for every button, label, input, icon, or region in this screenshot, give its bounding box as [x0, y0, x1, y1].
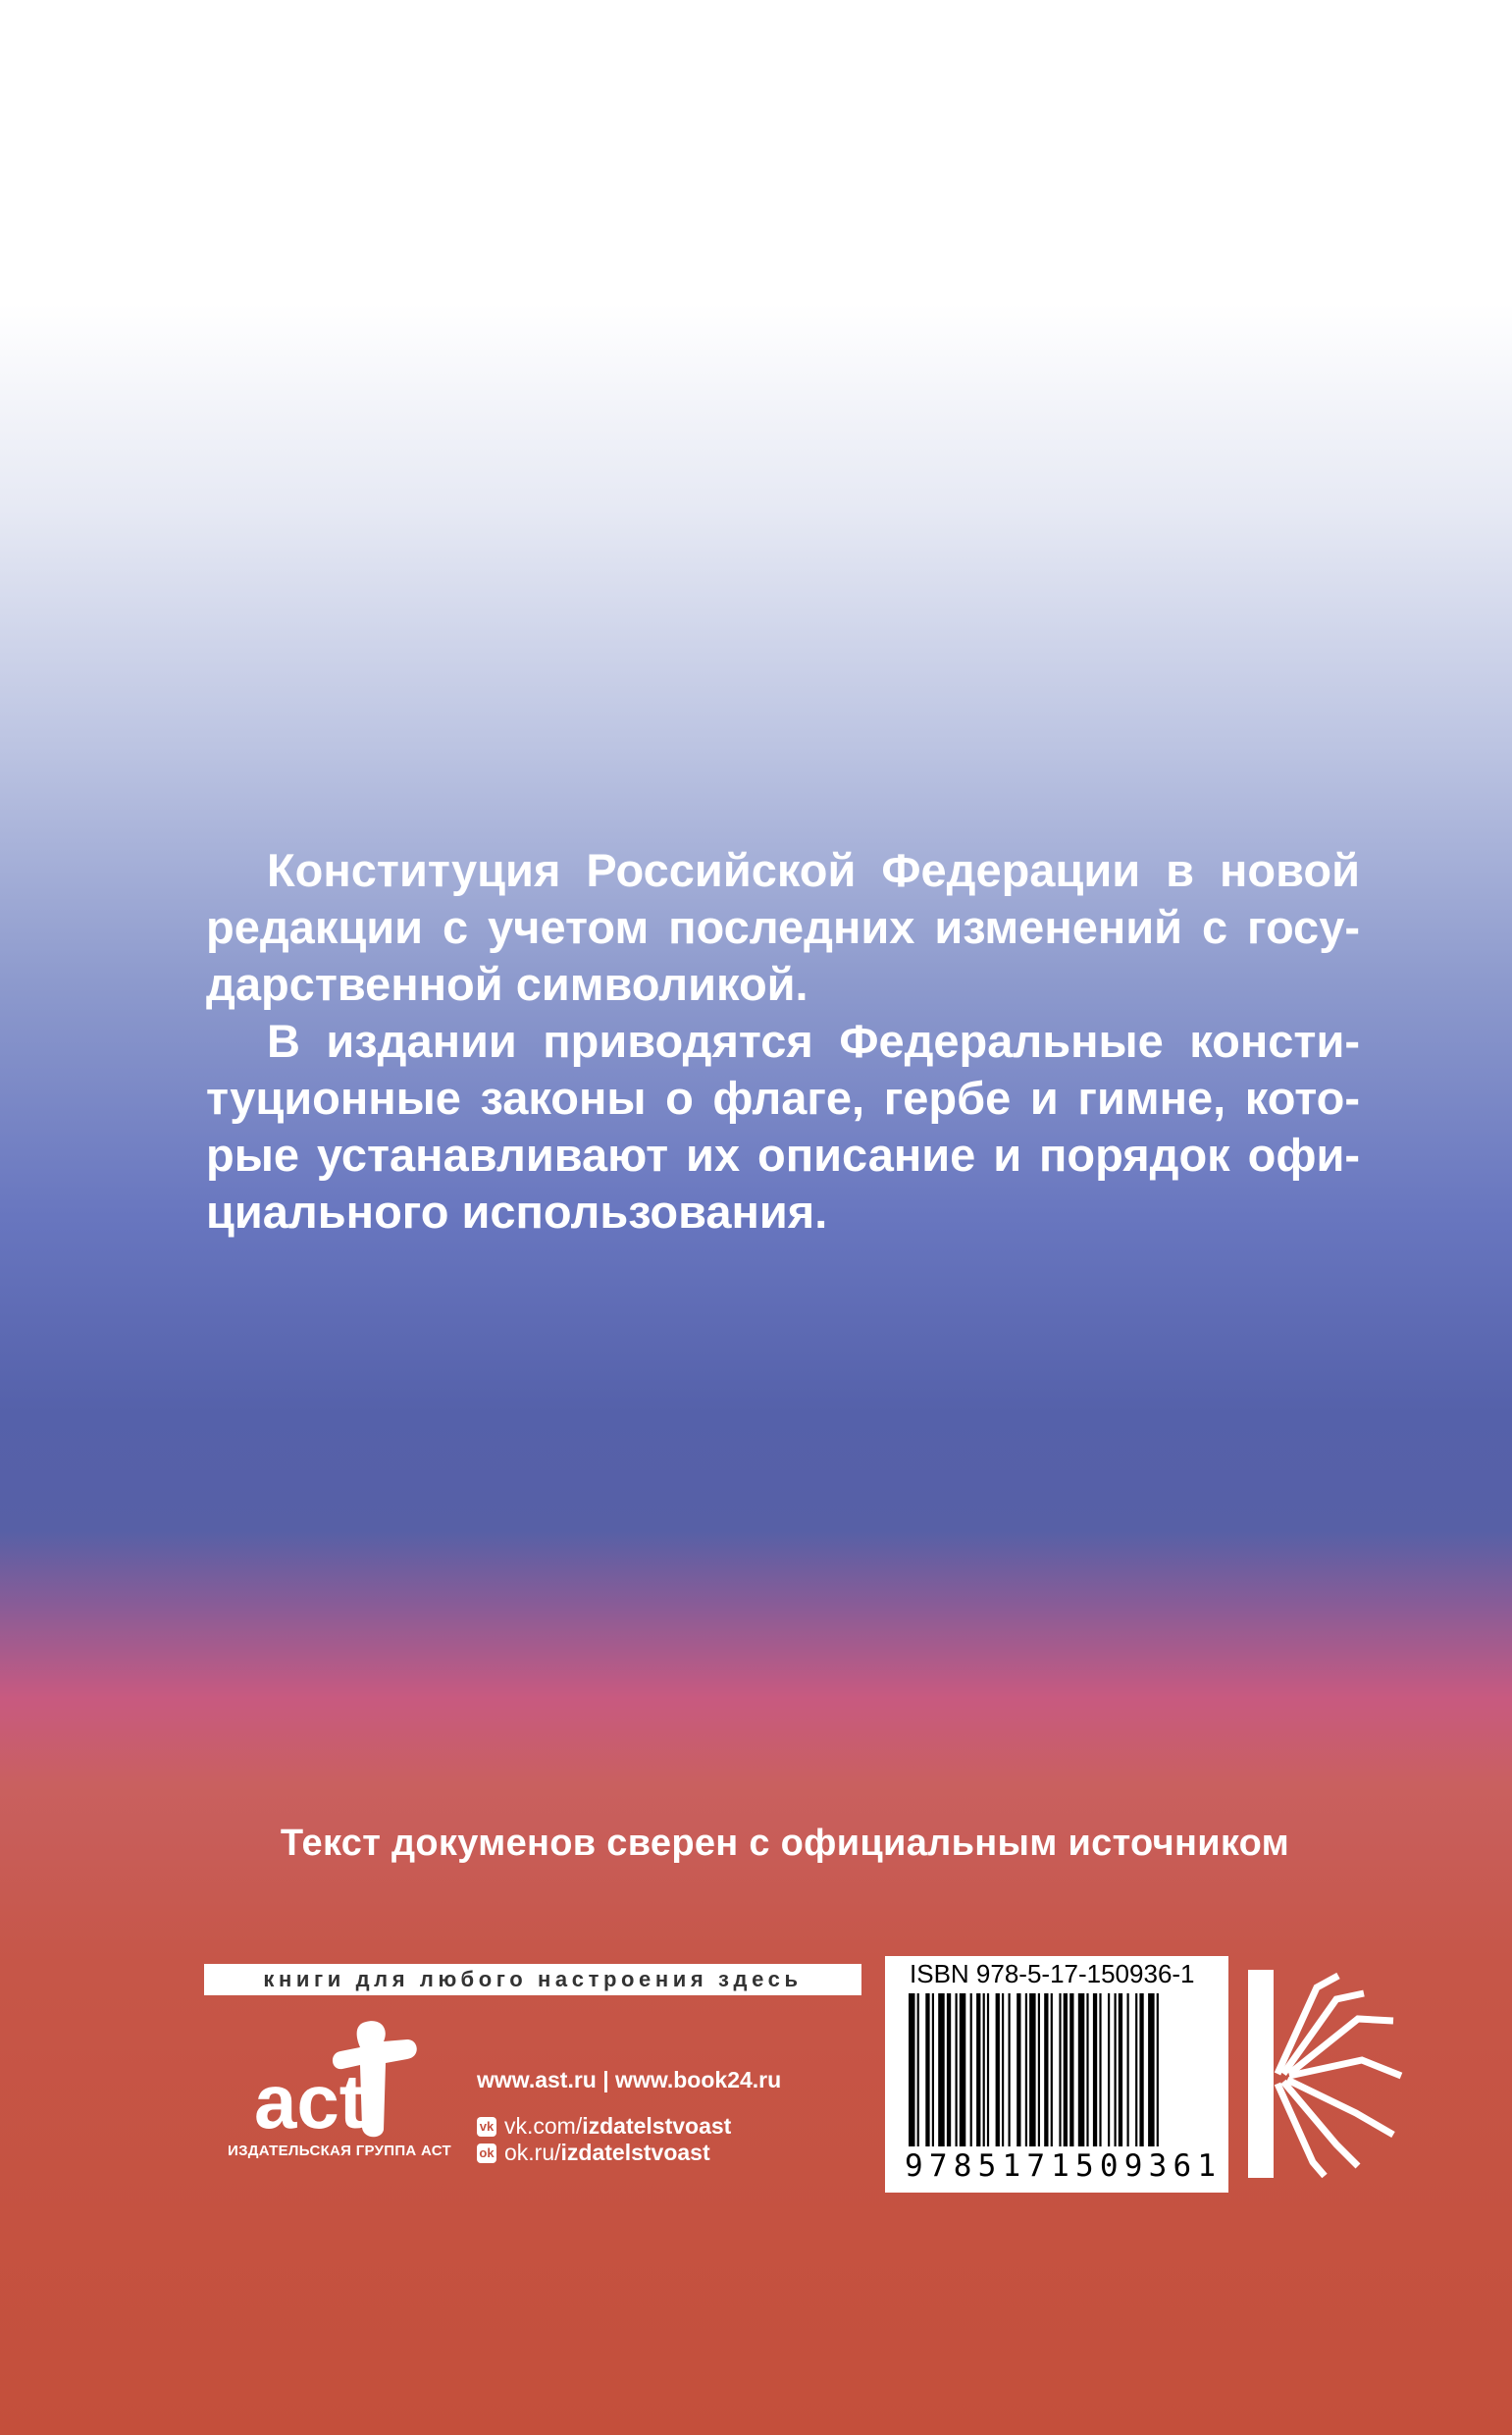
barcode-bar [1059, 1993, 1061, 2146]
annotation-line: рые устанавливают их описание и порядок офи- [206, 1129, 1360, 1181]
barcode-bar [1017, 1993, 1020, 2146]
barcode-bar [987, 1993, 989, 2146]
barcode-bar [1127, 1993, 1129, 2146]
barcode-bar [1069, 1993, 1073, 2146]
barcode-bar [1038, 1993, 1040, 2146]
annotation-text [206, 842, 1360, 1241]
ok-link[interactable] [477, 2140, 710, 2166]
barcode-bar [1148, 1993, 1155, 2146]
barcode-bar [983, 1993, 985, 2146]
barcode-bar [925, 1993, 929, 2146]
barcode-bar [1139, 1993, 1143, 2146]
barcode-bar [1064, 1993, 1068, 2146]
barcode-bar [947, 1993, 951, 2146]
barcode-bar [1099, 1993, 1101, 2146]
barcode-bar [1157, 1993, 1159, 2146]
barcode-bar [1093, 1993, 1097, 2146]
annotation-paragraph-2 [206, 1013, 1360, 1241]
barcode-bar [1078, 1993, 1085, 2146]
annotation-line: туционные законы о флаге, гербе и гимне, кото- [206, 1072, 1360, 1124]
barcode-bar [1135, 1993, 1137, 2146]
annotation-line: Конституция Российской Федерации в новой [267, 844, 1360, 896]
barcode-bar [917, 1993, 919, 2146]
barcode-bar [1044, 1993, 1048, 2146]
k-book-logo-icon [1248, 1966, 1415, 2182]
barcode-bar [1115, 1993, 1117, 2146]
vk-prefix: vk.com/ [504, 2113, 583, 2139]
ast-logo-text: act [254, 2058, 365, 2142]
barcode-bar [1002, 1993, 1004, 2146]
isbn-label: ISBN 978-5-17-150936-1 [910, 1959, 1195, 1988]
barcode-bar [996, 1993, 1000, 2146]
publisher-slogan: книги для любого настроения здесь [204, 1964, 861, 1995]
barcode-bar [960, 1993, 966, 2146]
ok-handle: izdatelstvoast [560, 2140, 710, 2165]
barcode-bar [1029, 1993, 1036, 2146]
barcode-bar [1009, 1993, 1011, 2146]
annotation-line: дарственной символикой. [206, 958, 808, 1010]
ok-prefix: ok.ru/ [504, 2140, 561, 2165]
barcode-digits: 9785171509361 [905, 2148, 1223, 2184]
barcode-bar [970, 1993, 972, 2146]
annotation-line: циального использования. [206, 1186, 828, 1238]
ok-icon: ok [477, 2144, 496, 2163]
barcode-bar [956, 1993, 958, 2146]
annotation-line: редакции с учетом последних изменений с госу- [206, 901, 1360, 953]
annotation-line: В издании приводятся Федеральные консти- [267, 1015, 1360, 1067]
barcode-block [885, 1956, 1228, 2193]
barcode-bar [976, 1993, 980, 2146]
publisher-caption: ИЗДАТЕЛЬСКАЯ ГРУППА АСТ [228, 2143, 452, 2159]
verified-note: Текст докуменов сверен с официальным источником [280, 1823, 1290, 1864]
annotation-paragraph-1 [206, 842, 1360, 1013]
barcode-bar [1025, 1993, 1027, 2146]
vk-icon: vk [477, 2117, 496, 2137]
barcode-bar [909, 1993, 915, 2146]
barcode-bar [1086, 1993, 1088, 2146]
barcode-icon [905, 1993, 1209, 2150]
ast-logo-icon [250, 2014, 427, 2142]
publisher-websites[interactable]: www.ast.ru | www.book24.ru [477, 2067, 782, 2092]
barcode-bar [938, 1993, 945, 2146]
vk-link[interactable] [477, 2113, 731, 2140]
barcode-bar [932, 1993, 934, 2146]
vk-handle: izdatelstvoast [582, 2113, 732, 2139]
barcode-bar [1108, 1993, 1110, 2146]
barcode-bar [1119, 1993, 1122, 2146]
barcode-bar [1051, 1993, 1053, 2146]
